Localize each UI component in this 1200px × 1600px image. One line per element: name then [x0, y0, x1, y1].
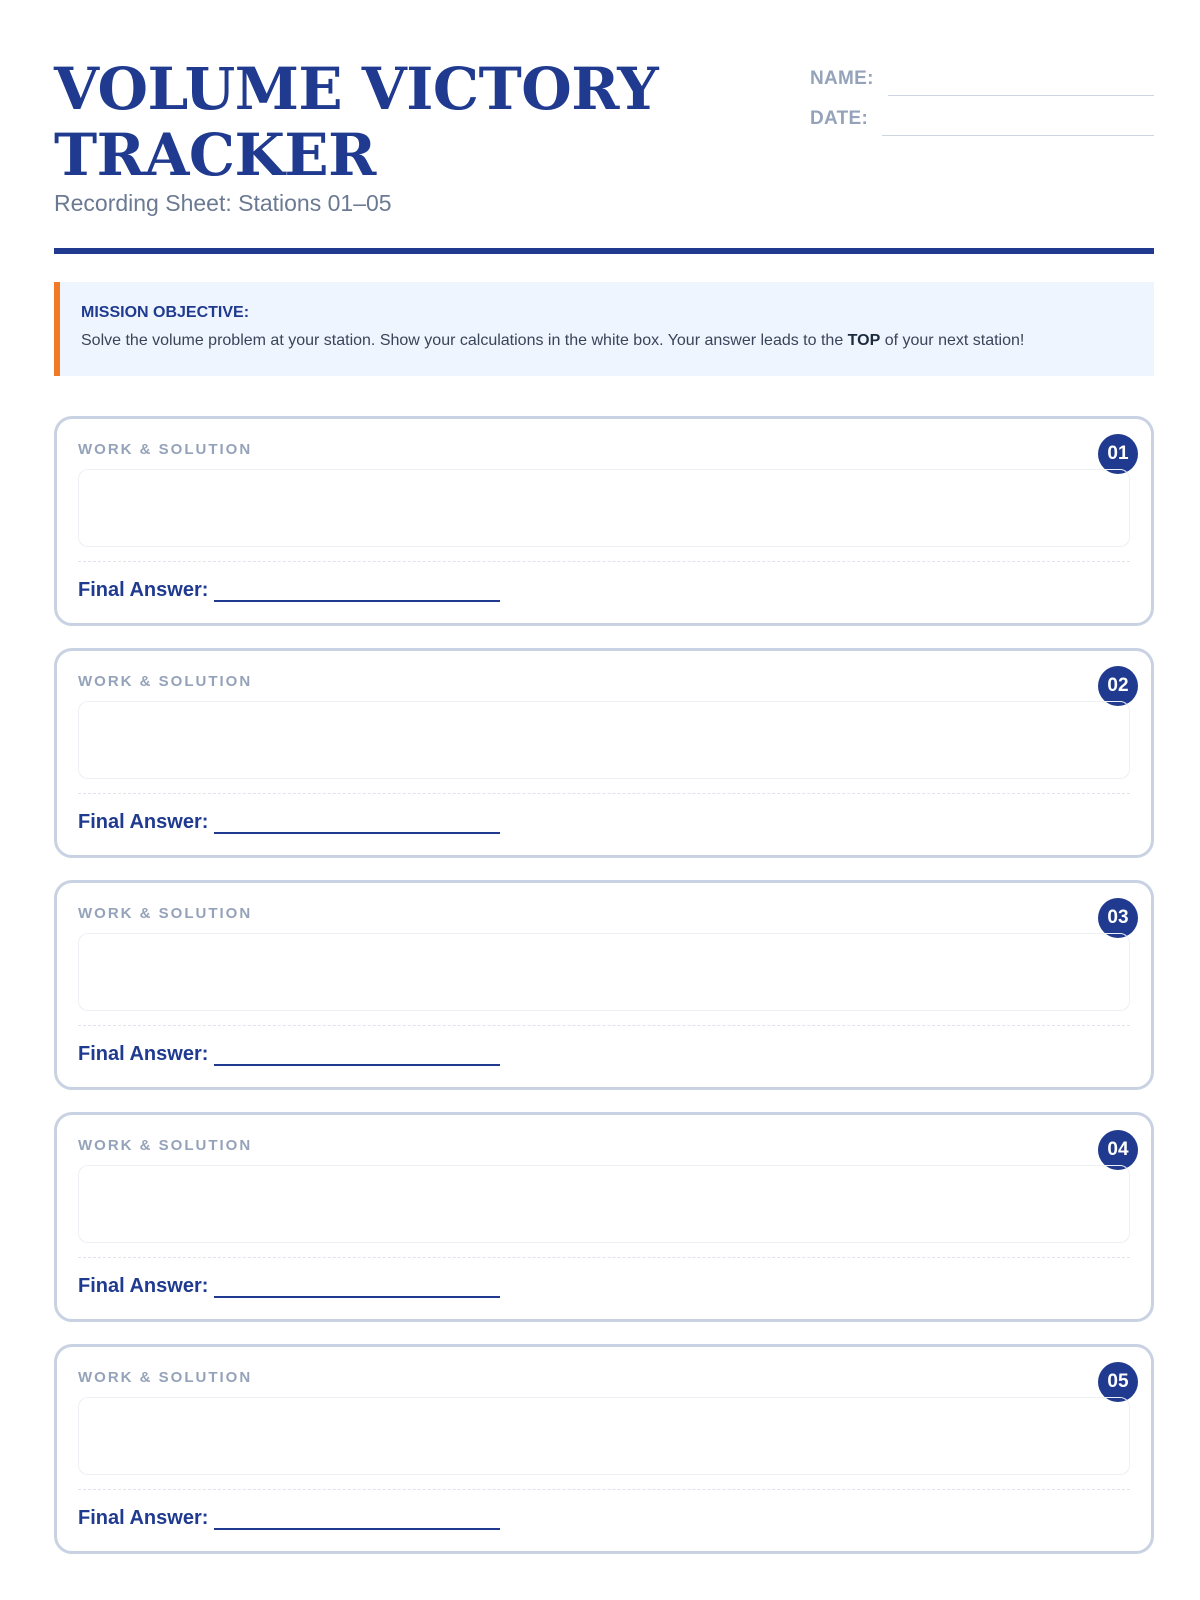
- station-number-badge: 03: [1098, 898, 1138, 938]
- work-solution-label: WORK & SOLUTION: [78, 1137, 253, 1154]
- work-area[interactable]: [78, 469, 1130, 547]
- station-card-05: [54, 1344, 1154, 1554]
- page-subtitle: Recording Sheet: Stations 01–05: [54, 190, 392, 216]
- work-solution-label: WORK & SOLUTION: [78, 673, 253, 690]
- card-divider: [78, 1025, 1130, 1026]
- final-answer-row: [78, 811, 500, 834]
- page-title: VOLUME VICTORY TRACKER: [54, 55, 659, 189]
- objective-text-end: of your next station!: [880, 332, 1025, 349]
- station-card-04: [54, 1112, 1154, 1322]
- final-answer-field[interactable]: [214, 1510, 500, 1530]
- mission-objective-box: [54, 282, 1154, 376]
- objective-label: MISSION OBJECTIVE:: [81, 304, 250, 321]
- final-answer-row: [78, 1043, 500, 1066]
- final-answer-label: Final Answer:: [78, 1043, 209, 1065]
- work-solution-label: WORK & SOLUTION: [78, 441, 253, 458]
- card-divider: [78, 793, 1130, 794]
- station-list: [54, 416, 1154, 1576]
- date-row: [810, 96, 1154, 136]
- station-number-badge: 02: [1098, 666, 1138, 706]
- date-field[interactable]: [882, 107, 1154, 136]
- final-answer-field[interactable]: [214, 814, 500, 834]
- final-answer-row: [78, 579, 500, 602]
- work-area[interactable]: [78, 1397, 1130, 1475]
- final-answer-field[interactable]: [214, 582, 500, 602]
- name-label: NAME:: [810, 68, 874, 89]
- station-card-02: [54, 648, 1154, 858]
- student-info: [810, 56, 1154, 136]
- final-answer-label: Final Answer:: [78, 1275, 209, 1297]
- final-answer-row: [78, 1507, 500, 1530]
- final-answer-label: Final Answer:: [78, 811, 209, 833]
- station-number-badge: 04: [1098, 1130, 1138, 1170]
- objective-text-emphasis: TOP: [847, 332, 881, 349]
- work-area[interactable]: [78, 1165, 1130, 1243]
- final-answer-row: [78, 1275, 500, 1298]
- station-card-01: [54, 416, 1154, 626]
- card-divider: [78, 1489, 1130, 1490]
- work-area[interactable]: [78, 933, 1130, 1011]
- station-card-03: [54, 880, 1154, 1090]
- station-number-badge: 01: [1098, 434, 1138, 474]
- header-divider: [54, 248, 1154, 254]
- final-answer-label: Final Answer:: [78, 579, 209, 601]
- work-solution-label: WORK & SOLUTION: [78, 1369, 253, 1386]
- final-answer-field[interactable]: [214, 1046, 500, 1066]
- date-label: DATE:: [810, 108, 869, 129]
- station-number-badge: 05: [1098, 1362, 1138, 1402]
- final-answer-field[interactable]: [214, 1278, 500, 1298]
- work-solution-label: WORK & SOLUTION: [78, 905, 253, 922]
- objective-text: [81, 332, 1154, 350]
- final-answer-label: Final Answer:: [78, 1507, 209, 1529]
- worksheet-page: [54, 0, 1154, 1529]
- name-row: [810, 56, 1154, 96]
- card-divider: [78, 561, 1130, 562]
- work-area[interactable]: [78, 701, 1130, 779]
- name-field[interactable]: [888, 67, 1154, 96]
- card-divider: [78, 1257, 1130, 1258]
- header: [54, 0, 1154, 258]
- objective-text-start: Solve the volume problem at your station. Show your calculations in the white box. Your answer leads to the: [81, 332, 848, 349]
